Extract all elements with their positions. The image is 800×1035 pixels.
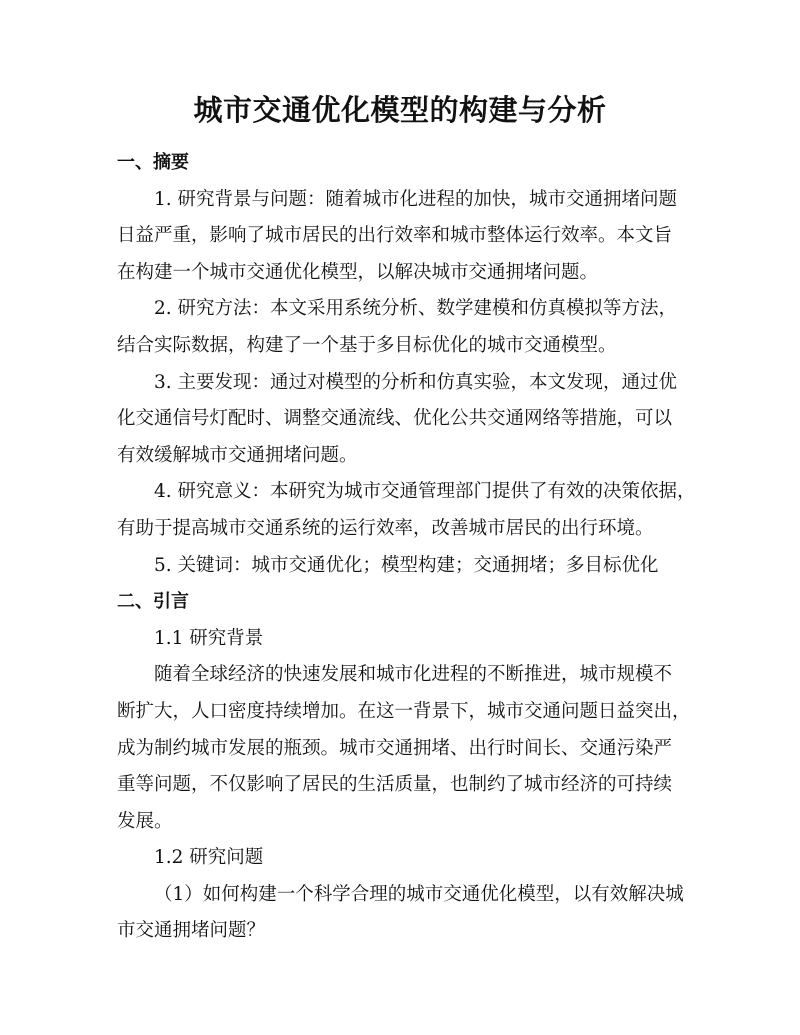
paragraph-line: 结合实际数据，构建了一个基于多目标优化的城市交通模型。 bbox=[117, 334, 617, 356]
subsection-heading: 1.2 研究问题 bbox=[154, 847, 264, 869]
paragraph-line: （1）如何构建一个科学合理的城市交通优化模型，以有效解决城 bbox=[154, 883, 684, 905]
section-heading-introduction: 二、引言 bbox=[117, 591, 189, 613]
paragraph-line: 日益严重，影响了城市居民的出行效率和城市整体运行效率。本文旨 bbox=[117, 225, 673, 247]
keywords-line: 5. 关键词：城市交通优化；模型构建；交通拥堵；多目标优化 bbox=[154, 554, 659, 576]
paragraph-line: 重等问题，不仅影响了居民的生活质量，也制约了城市经济的可持续 bbox=[117, 774, 673, 796]
paragraph-line: 在构建一个城市交通优化模型，以解决城市交通拥堵问题。 bbox=[117, 261, 599, 283]
subsection-heading: 1.1 研究背景 bbox=[154, 627, 264, 649]
paragraph-line: 有助于提高城市交通系统的运行效率，改善城市居民的出行环境。 bbox=[117, 517, 654, 539]
paragraph-line: 4. 研究意义：本研究为城市交通管理部门提供了有效的决策依据， bbox=[154, 481, 696, 503]
paragraph-line: 化交通信号灯配时、调整交通流线、优化公共交通网络等措施，可以 bbox=[117, 408, 673, 430]
document-body bbox=[117, 145, 696, 950]
paragraph-line: 断扩大，人口密度持续增加。在这一背景下，城市交通问题日益突出， bbox=[117, 700, 691, 722]
paragraph-line: 有效缓解城市交通拥堵问题。 bbox=[117, 444, 358, 466]
paragraph-line: 成为制约城市发展的瓶颈。城市交通拥堵、出行时间长、交通污染严 bbox=[117, 737, 673, 759]
section-heading-abstract: 一、摘要 bbox=[117, 152, 189, 173]
paragraph-line: 2. 研究方法：本文采用系统分析、数学建模和仿真模拟等方法， bbox=[154, 298, 678, 320]
paragraph-line: 1. 研究背景与问题：随着城市化进程的加快，城市交通拥堵问题 bbox=[154, 188, 678, 210]
paragraph-line: 随着全球经济的快速发展和城市化进程的不断推进，城市规模不 bbox=[154, 664, 673, 686]
paragraph-line: 发展。 bbox=[117, 810, 173, 832]
paragraph-line: 市交通拥堵问题？ bbox=[117, 920, 266, 942]
paragraph-line: 3. 主要发现：通过对模型的分析和仿真实验，本文发现，通过优 bbox=[154, 371, 678, 393]
document-title: 城市交通优化模型的构建与分析 bbox=[193, 93, 607, 127]
